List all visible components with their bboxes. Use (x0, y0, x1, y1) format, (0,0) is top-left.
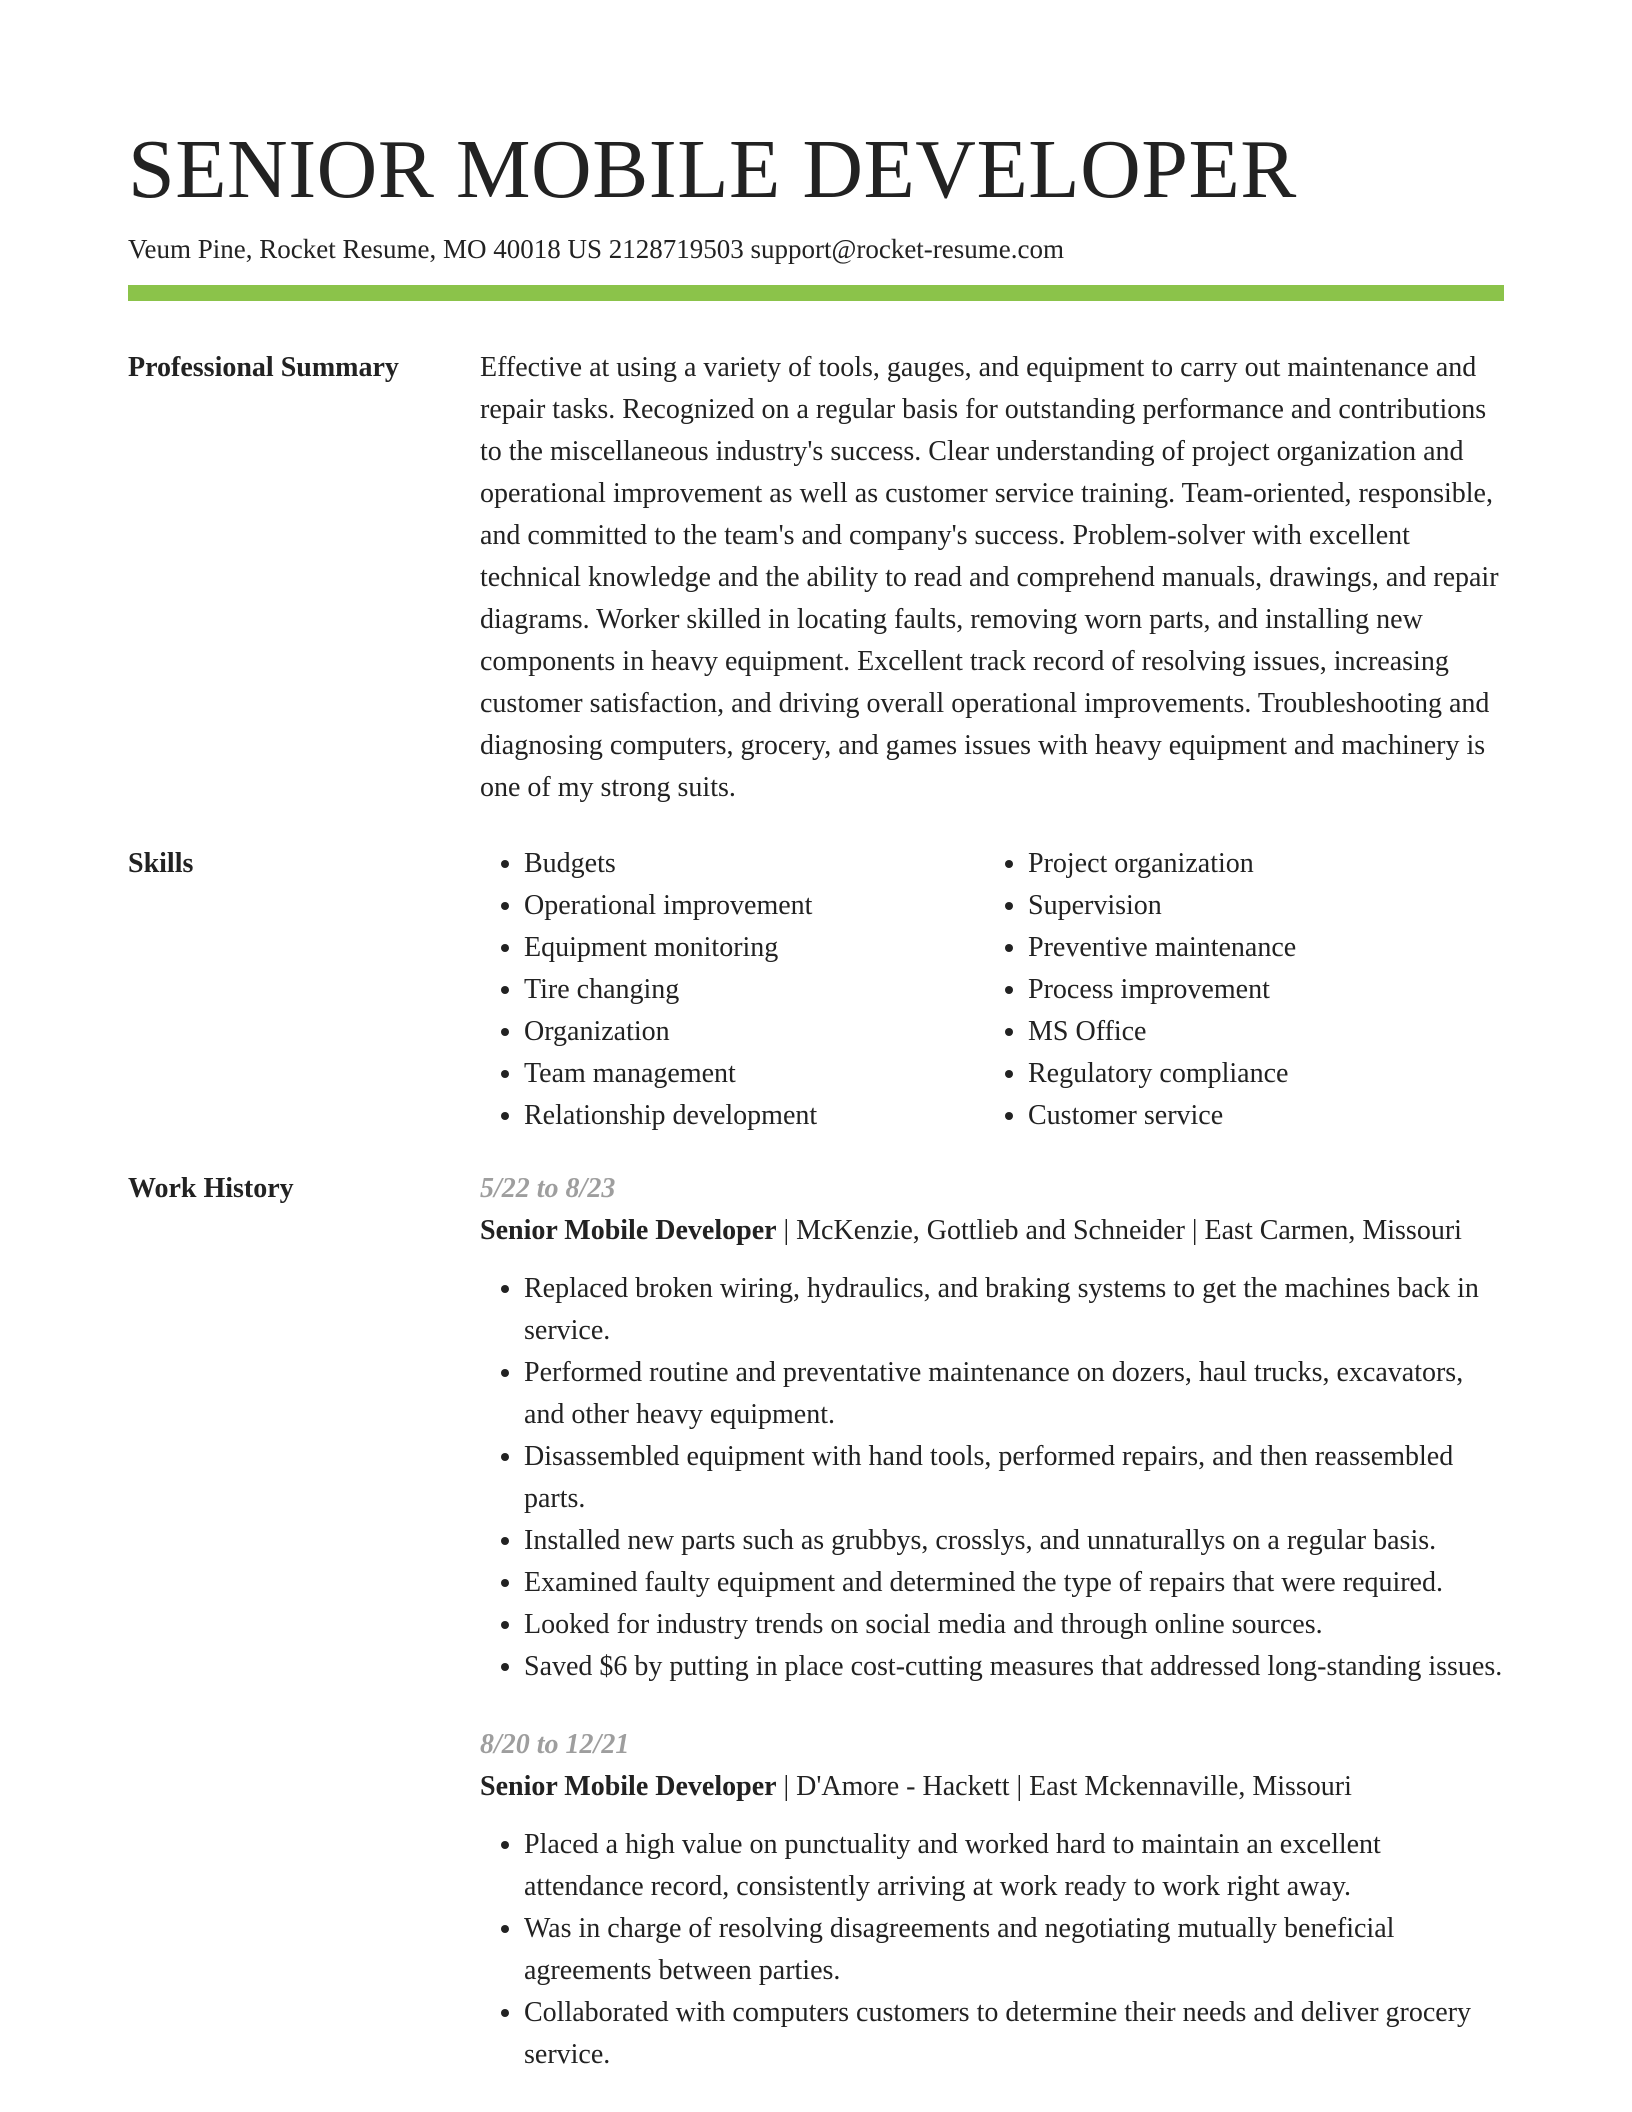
job-bullet: • Performed routine and preventative maintenance on dozers, haul trucks, excavators, and other heavy equipment. (524, 1352, 1504, 1436)
job-heading (480, 1766, 1504, 1808)
job-title: Senior Mobile Developer (480, 1771, 777, 1802)
job-bullet: • Collaborated with computers customers to determine their needs and deliver grocery service. (524, 1992, 1504, 2076)
resume-title: SENIOR MOBILE DEVELOPER (128, 123, 1297, 216)
skill-item: • Equipment monitoring (524, 927, 984, 969)
job-bullet: • Examined faulty equipment and determined the type of repairs that were required. (524, 1562, 1504, 1604)
skill-item: • MS Office (1028, 1011, 1488, 1053)
job-title: Senior Mobile Developer (480, 1215, 777, 1246)
skills-list-right (984, 843, 1488, 1137)
summary-heading: Professional Summary (128, 352, 399, 383)
skill-item: • Customer service (1028, 1095, 1488, 1137)
work-history-heading: Work History (128, 1173, 294, 1204)
job-bullet: • Installed new parts such as grubbys, crosslys, and unnaturallys on a regular basis. (524, 1520, 1504, 1562)
skill-item: • Project organization (1028, 843, 1488, 885)
skill-item: • Regulatory compliance (1028, 1053, 1488, 1095)
skills-list-left (480, 843, 984, 1137)
skill-item: • Team management (524, 1053, 984, 1095)
job-details: | D'Amore - Hackett | East Mckennaville, Missouri (776, 1771, 1352, 1802)
job-entry (480, 1724, 1504, 2076)
job-bullet: • Saved $6 by putting in place cost-cutting measures that addressed long-standing issues. (524, 1646, 1504, 1688)
job-bullet: • Placed a high value on punctuality and worked hard to maintain an excellent attendance record, consistently arriving at work ready to work right away. (524, 1824, 1504, 1908)
skill-item: • Organization (524, 1011, 984, 1053)
header-divider (128, 285, 1504, 301)
job-bullet: • Looked for industry trends on social media and through online sources. (524, 1604, 1504, 1646)
job-heading (480, 1210, 1504, 1252)
job-dates: 5/22 to 8/23 (480, 1173, 616, 1204)
job-bullets (480, 1268, 1504, 1688)
skill-item: • Process improvement (1028, 969, 1488, 1011)
job-entry (480, 1168, 1504, 1688)
job-details: | McKenzie, Gottlieb and Schneider | East Carmen, Missouri (776, 1215, 1462, 1246)
skill-item: • Budgets (524, 843, 984, 885)
job-bullet: • Was in charge of resolving disagreements and negotiating mutually beneficial agreements between parties. (524, 1908, 1504, 1992)
job-bullets (480, 1824, 1504, 2076)
contact-line: Veum Pine, Rocket Resume, MO 40018 US 2128719503 support@rocket-resume.com (128, 234, 1064, 264)
skill-item: • Preventive maintenance (1028, 927, 1488, 969)
skill-item: • Operational improvement (524, 885, 984, 927)
job-dates: 8/20 to 12/21 (480, 1729, 630, 1760)
job-bullet: • Disassembled equipment with hand tools, performed repairs, and then reassembled parts. (524, 1436, 1504, 1520)
skill-item: • Supervision (1028, 885, 1488, 927)
summary-text: Effective at using a variety of tools, gauges, and equipment to carry out maintenance and repair tasks. Recognized on a regular basis for outstanding performance and contributions to the miscellaneous industry's success. Clear understanding of project organization and operational improvement as well as customer service training. Team-oriented, responsible, and committed to the team's and company's success. Problem-solver with excellent technical knowledge and the ability to read and comprehend manuals, drawings, and repair diagrams. Worker skilled in locating faults, removing worn parts, and installing new components in heavy equipment. Excellent track record of resolving issues, increasing customer satisfaction, and driving overall operational improvements. Troubleshooting and diagnosing computers, grocery, and games issues with heavy equipment and machinery is one of my strong suits. (480, 352, 1499, 803)
skill-item: • Relationship development (524, 1095, 984, 1137)
skill-item: • Tire changing (524, 969, 984, 1011)
skills-heading: Skills (128, 848, 194, 879)
job-bullet: • Replaced broken wiring, hydraulics, and braking systems to get the machines back in service. (524, 1268, 1504, 1352)
